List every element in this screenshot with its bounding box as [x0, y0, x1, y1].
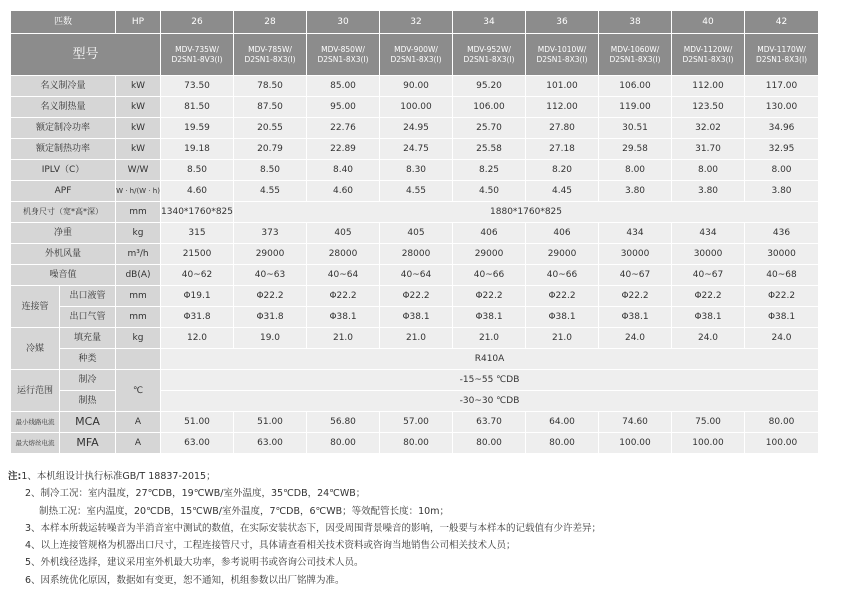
row-size: [11, 202, 819, 223]
cell: 63.70: [453, 412, 526, 433]
cell: R410A: [161, 349, 819, 370]
cell: 31.70: [672, 139, 745, 160]
row-apf: [11, 181, 819, 202]
row-label: 出口液管: [60, 286, 116, 307]
cell: 117.00: [745, 76, 819, 97]
cell: 100.00: [745, 433, 819, 454]
cell: 95.20: [453, 76, 526, 97]
cell: 29.58: [599, 139, 672, 160]
row-heat-power: [11, 139, 819, 160]
cell: 80.00: [745, 412, 819, 433]
cell: Φ22.2: [453, 286, 526, 307]
cell: 434: [599, 223, 672, 244]
cell: 63.00: [234, 433, 307, 454]
cell: 405: [380, 223, 453, 244]
cell: 22.76: [307, 118, 380, 139]
row-refrigerant-type: [11, 349, 819, 370]
cell: 87.50: [234, 97, 307, 118]
cell: 51.00: [234, 412, 307, 433]
cell: 8.40: [307, 160, 380, 181]
hp-row: [11, 11, 819, 34]
cell: 29000: [234, 244, 307, 265]
row-unit: W/W: [116, 160, 161, 181]
cell: 315: [161, 223, 234, 244]
cell: 8.30: [380, 160, 453, 181]
cell: Φ22.2: [234, 286, 307, 307]
cell: 406: [526, 223, 599, 244]
row-mfa: [11, 433, 819, 454]
cell: 81.50: [161, 97, 234, 118]
cell: 20.79: [234, 139, 307, 160]
cell: Φ22.2: [307, 286, 380, 307]
hp-value: 28: [234, 11, 307, 34]
cell: 8.00: [672, 160, 745, 181]
cell: 25.58: [453, 139, 526, 160]
row-unit: kg: [116, 223, 161, 244]
note-line: 制热工况：室内温度，20℃DB，15℃WB/室外温度，7℃DB，6℃WB；等效配管长度：10m；: [39, 505, 449, 517]
cell: 34.96: [745, 118, 819, 139]
hp-value: 26: [161, 11, 234, 34]
cell: 80.00: [453, 433, 526, 454]
cell: Φ22.2: [745, 286, 819, 307]
row-unit: kg: [116, 328, 161, 349]
hp-value: 36: [526, 11, 599, 34]
cell: 56.80: [307, 412, 380, 433]
cell: 100.00: [599, 433, 672, 454]
row-label: 出口气管: [60, 307, 116, 328]
cell: 40~66: [453, 265, 526, 286]
cell: 123.50: [672, 97, 745, 118]
cell: Φ38.1: [453, 307, 526, 328]
cell: 4.45: [526, 181, 599, 202]
cell: 80.00: [307, 433, 380, 454]
cell: 21.0: [453, 328, 526, 349]
cell: 4.60: [307, 181, 380, 202]
row-label: 噪音值: [11, 265, 116, 286]
cell: 21.0: [307, 328, 380, 349]
cell: Φ31.8: [234, 307, 307, 328]
row-iplv: [11, 160, 819, 181]
spec-table: [10, 10, 819, 454]
cell: 130.00: [745, 97, 819, 118]
cell: 4.55: [234, 181, 307, 202]
cell: 63.00: [161, 433, 234, 454]
cell: 24.0: [599, 328, 672, 349]
cell: 119.00: [599, 97, 672, 118]
row-sublabel: MCA: [60, 412, 116, 433]
cell: 64.00: [526, 412, 599, 433]
cell: 21500: [161, 244, 234, 265]
cell: Φ38.1: [745, 307, 819, 328]
row-label: 种类: [60, 349, 116, 370]
cell: 28000: [307, 244, 380, 265]
model-title: 型号: [11, 34, 161, 76]
row-unit: ℃: [116, 370, 161, 412]
row-label: 制冷: [60, 370, 116, 391]
model-cell: MDV-1120W/ D2SN1-8X3(Ⅰ): [672, 34, 745, 76]
row-unit: kW: [116, 139, 161, 160]
row-label: 机身尺寸（宽*高*深）: [11, 202, 116, 223]
cell: 8.00: [599, 160, 672, 181]
cell: 106.00: [453, 97, 526, 118]
cell: 32.02: [672, 118, 745, 139]
cell: 12.0: [161, 328, 234, 349]
cell: 51.00: [161, 412, 234, 433]
row-label: IPLV（C）: [11, 160, 116, 181]
row-unit: A: [116, 433, 161, 454]
cell: 40~66: [526, 265, 599, 286]
row-airflow: [11, 244, 819, 265]
cell: 30000: [745, 244, 819, 265]
row-pipe-gas: [11, 307, 819, 328]
note-line: 6、因系统优化原因，数据如有变更，恕不通知，机组参数以出厂铭牌为准。: [25, 574, 345, 586]
cell: 29000: [453, 244, 526, 265]
cell: -15~55 ℃DB: [161, 370, 819, 391]
row-sublabel: MFA: [60, 433, 116, 454]
cell: 4.60: [161, 181, 234, 202]
cell: Φ38.1: [672, 307, 745, 328]
cell: 100.00: [380, 97, 453, 118]
row-unit: mm: [116, 202, 161, 223]
cell: 373: [234, 223, 307, 244]
cell: 30000: [599, 244, 672, 265]
cell: 40~64: [380, 265, 453, 286]
cell: 20.55: [234, 118, 307, 139]
cell: Φ22.2: [599, 286, 672, 307]
cell: 22.89: [307, 139, 380, 160]
row-unit: A: [116, 412, 161, 433]
model-row: [11, 34, 819, 76]
cell: 24.75: [380, 139, 453, 160]
row-unit: m³/h: [116, 244, 161, 265]
hp-value: 38: [599, 11, 672, 34]
cell: 30.51: [599, 118, 672, 139]
cell: 3.80: [672, 181, 745, 202]
cell: 3.80: [745, 181, 819, 202]
notes-prefix: 注:: [8, 471, 22, 482]
group-label: 运行范围: [11, 370, 60, 412]
cell: Φ38.1: [380, 307, 453, 328]
note-line: 3、本样本所载运转噪音为半消音室中测试的数值，在实际安装状态下，因受周围背景噪音的影响，一般要与本样本的记载值有少许差异；: [25, 522, 602, 534]
cell: 101.00: [526, 76, 599, 97]
row-label: 外机风量: [11, 244, 116, 265]
cell: Φ22.2: [526, 286, 599, 307]
row-pipe-liquid: [11, 286, 819, 307]
cell: 436: [745, 223, 819, 244]
cell: 28000: [380, 244, 453, 265]
row-refrigerant-charge: [11, 328, 819, 349]
hp-value: 42: [745, 11, 819, 34]
cell: 95.00: [307, 97, 380, 118]
row-unit: [116, 349, 161, 370]
cell: 90.00: [380, 76, 453, 97]
cell: Φ19.1: [161, 286, 234, 307]
row-cool-cap: [11, 76, 819, 97]
cell: 8.50: [234, 160, 307, 181]
cell: Φ38.1: [599, 307, 672, 328]
cell: 29000: [526, 244, 599, 265]
row-label: 最大熔丝电流: [11, 433, 60, 454]
cell: 57.00: [380, 412, 453, 433]
row-unit: W · h/(W · h): [116, 181, 161, 202]
cell: 40~67: [672, 265, 745, 286]
cell: 19.59: [161, 118, 234, 139]
cell: 74.60: [599, 412, 672, 433]
model-cell: MDV-952W/ D2SN1-8X3(Ⅰ): [453, 34, 526, 76]
cell: Φ22.2: [380, 286, 453, 307]
note-line: 注:1、本机组设计执行标准GB/T 18837-2015；: [8, 471, 216, 482]
cell: 8.20: [526, 160, 599, 181]
hp-label: 匹数: [11, 11, 116, 34]
cell: 1340*1760*825: [161, 202, 234, 223]
model-cell: MDV-1170W/ D2SN1-8X3(Ⅰ): [745, 34, 819, 76]
cell: 1880*1760*825: [234, 202, 819, 223]
cell: 19.18: [161, 139, 234, 160]
row-unit: dB(A): [116, 265, 161, 286]
hp-value: 32: [380, 11, 453, 34]
hp-value: 30: [307, 11, 380, 34]
cell: Φ31.8: [161, 307, 234, 328]
note-line: 5、外机线径选择，建议采用室外机最大功率，参考说明书或咨询公司技术人员。: [25, 557, 364, 569]
cell: 80.00: [526, 433, 599, 454]
model-cell: MDV-1010W/ D2SN1-8X3(Ⅰ): [526, 34, 599, 76]
cell: 27.80: [526, 118, 599, 139]
row-noise: [11, 265, 819, 286]
model-cell: MDV-850W/ D2SN1-8X3(Ⅰ): [307, 34, 380, 76]
cell: 4.55: [380, 181, 453, 202]
row-unit: kW: [116, 76, 161, 97]
cell: 4.50: [453, 181, 526, 202]
row-label: 净重: [11, 223, 116, 244]
row-unit: kW: [116, 97, 161, 118]
cell: Φ22.2: [672, 286, 745, 307]
cell: 80.00: [380, 433, 453, 454]
cell: 27.18: [526, 139, 599, 160]
row-label: 额定制冷功率: [11, 118, 116, 139]
cell: 75.00: [672, 412, 745, 433]
cell: 112.00: [526, 97, 599, 118]
cell: 25.70: [453, 118, 526, 139]
group-label: 连接管: [11, 286, 60, 328]
hp-unit: HP: [116, 11, 161, 34]
cell: 73.50: [161, 76, 234, 97]
cell: 24.0: [745, 328, 819, 349]
cell: 434: [672, 223, 745, 244]
cell: 100.00: [672, 433, 745, 454]
cell: 40~62: [161, 265, 234, 286]
cell: 40~64: [307, 265, 380, 286]
cell: 30000: [672, 244, 745, 265]
hp-value: 40: [672, 11, 745, 34]
cell: 21.0: [380, 328, 453, 349]
model-cell: MDV-900W/ D2SN1-8X3(Ⅰ): [380, 34, 453, 76]
cell: 8.00: [745, 160, 819, 181]
row-label: APF: [11, 181, 116, 202]
notes: [8, 468, 833, 589]
cell: Φ38.1: [526, 307, 599, 328]
cell: 21.0: [526, 328, 599, 349]
cell: 3.80: [599, 181, 672, 202]
group-label: 冷媒: [11, 328, 60, 370]
cell: 24.95: [380, 118, 453, 139]
row-mca: [11, 412, 819, 433]
row-unit: mm: [116, 307, 161, 328]
row-label: 填充量: [60, 328, 116, 349]
row-weight: [11, 223, 819, 244]
row-heat-cap: [11, 97, 819, 118]
model-cell: MDV-735W/ D2SN1-8V3(Ⅰ): [161, 34, 234, 76]
row-label: 制热: [60, 391, 116, 412]
cell: Φ38.1: [307, 307, 380, 328]
cell: -30~30 ℃DB: [161, 391, 819, 412]
cell: 112.00: [672, 76, 745, 97]
cell: 8.50: [161, 160, 234, 181]
note-line: 2、制冷工况：室内温度，27℃DB，19℃WB/室外温度，35℃DB，24℃WB；: [25, 488, 366, 500]
hp-value: 34: [453, 11, 526, 34]
row-label: 最小线路电流: [11, 412, 60, 433]
cell: 78.50: [234, 76, 307, 97]
row-label: 额定制热功率: [11, 139, 116, 160]
cell: 406: [453, 223, 526, 244]
cell: 405: [307, 223, 380, 244]
cell: 32.95: [745, 139, 819, 160]
model-cell: MDV-1060W/ D2SN1-8X3(Ⅰ): [599, 34, 672, 76]
cell: 8.25: [453, 160, 526, 181]
row-range-cool: [11, 370, 819, 391]
row-unit: mm: [116, 286, 161, 307]
cell: 106.00: [599, 76, 672, 97]
cell: 24.0: [672, 328, 745, 349]
cell: 19.0: [234, 328, 307, 349]
note-line: 4、以上连接管规格为机器出口尺寸，工程连接管尺寸，具体请查看相关技术资料或咨询当地销售公司相关技术人员；: [25, 540, 516, 552]
model-cell: MDV-785W/ D2SN1-8X3(Ⅰ): [234, 34, 307, 76]
row-label: 名义制热量: [11, 97, 116, 118]
row-unit: kW: [116, 118, 161, 139]
row-label: 名义制冷量: [11, 76, 116, 97]
cell: 85.00: [307, 76, 380, 97]
row-cool-power: [11, 118, 819, 139]
cell: 40~63: [234, 265, 307, 286]
cell: 40~68: [745, 265, 819, 286]
cell: 40~67: [599, 265, 672, 286]
